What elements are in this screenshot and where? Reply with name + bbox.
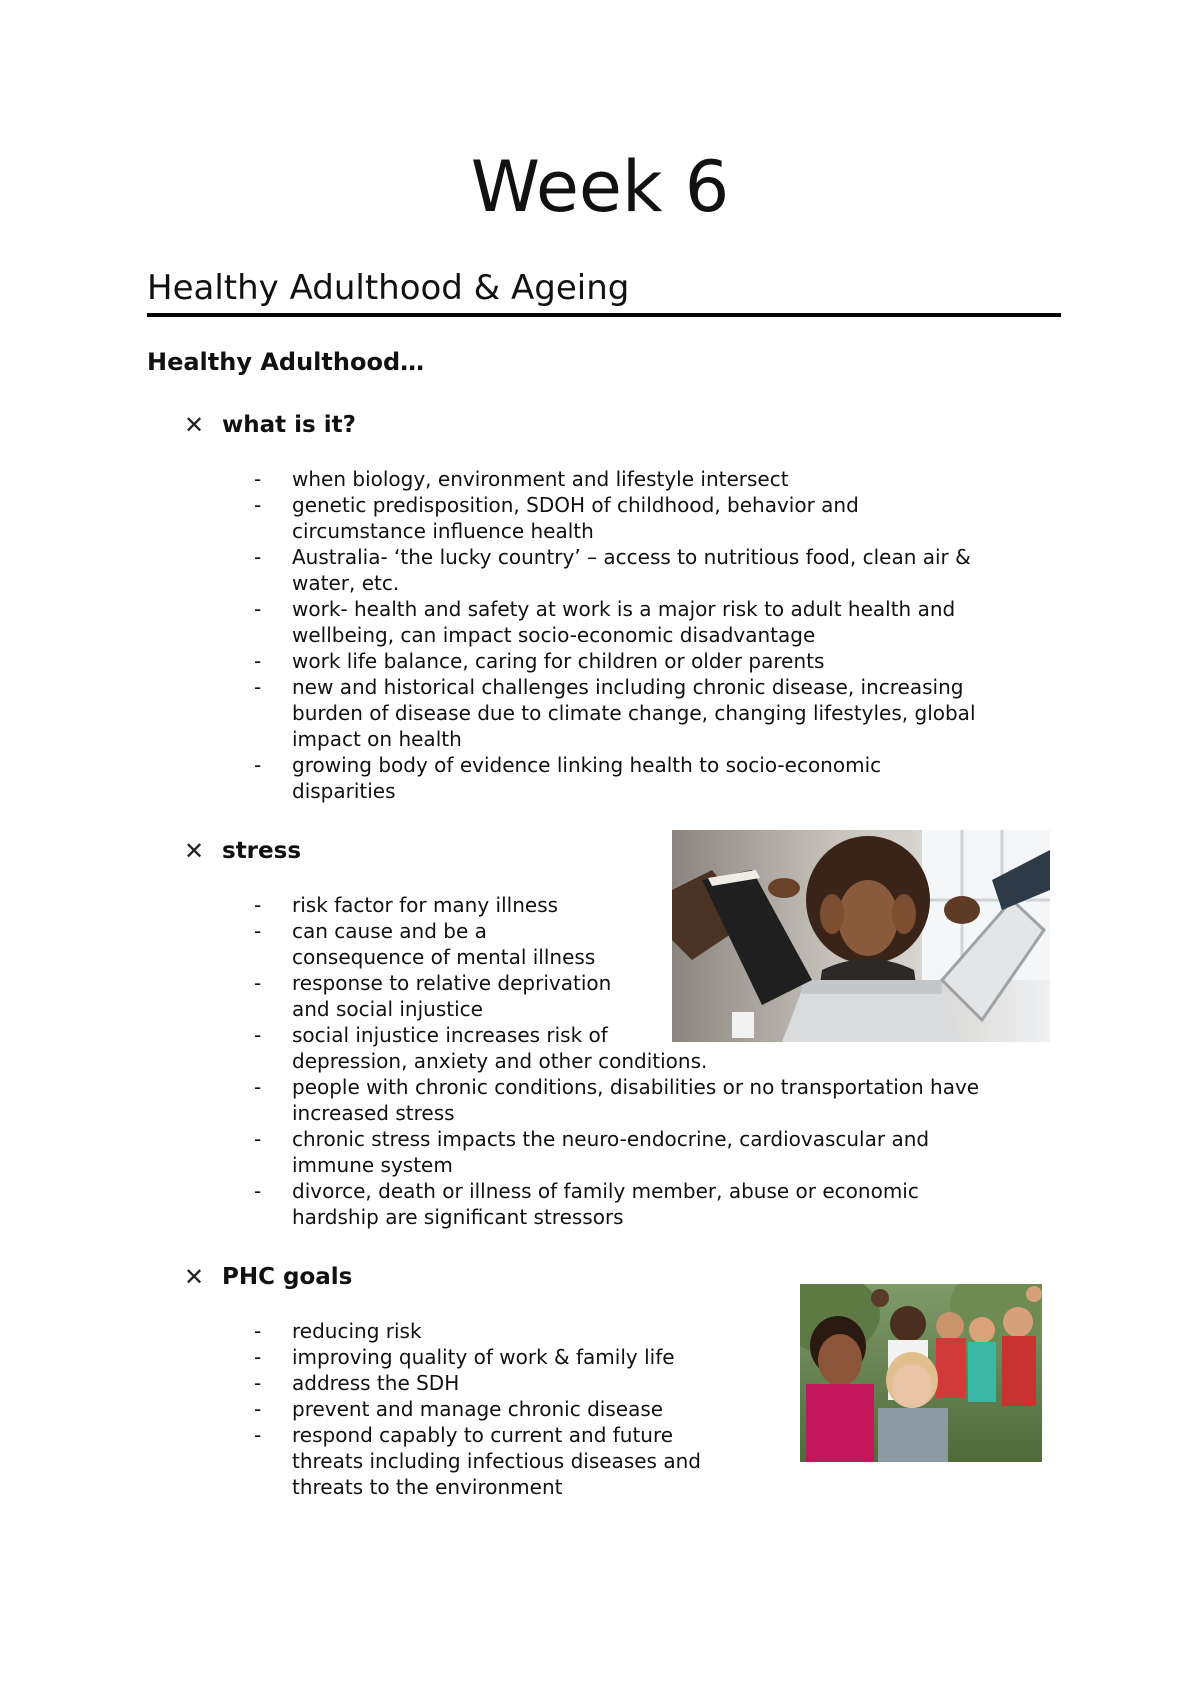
- list-item: [0, 466, 1052, 492]
- list-item: [0, 1178, 1072, 1230]
- list-item: [0, 544, 1052, 596]
- bullet-dash: -: [254, 1023, 262, 1047]
- list-item-text: growing body of evidence linking health to socio-economic: [292, 753, 882, 777]
- bullet-dash: -: [254, 467, 262, 491]
- list-item: [0, 492, 1052, 544]
- bullet-dash: -: [254, 1423, 262, 1447]
- list-item-text: circumstance influence health: [292, 519, 594, 543]
- subheading: Healthy Adulthood…: [147, 348, 425, 376]
- list-item-text: impact on health: [292, 727, 462, 751]
- list-item-text: new and historical challenges including chronic disease, increasing: [292, 675, 964, 699]
- list-item-text: immune system: [292, 1153, 453, 1177]
- list-item-text: increased stress: [292, 1101, 455, 1125]
- topic-label: stress: [222, 838, 302, 864]
- happy-group-photo: [800, 1284, 1042, 1462]
- list-item-text: depression, anxiety and other conditions.: [292, 1049, 708, 1073]
- topic-what-is-it: [184, 410, 356, 440]
- list-item: [0, 648, 1052, 674]
- bullet-dash: -: [254, 893, 262, 917]
- topic-label: what is it?: [222, 412, 356, 438]
- list-item-text: threats including infectious diseases and: [292, 1449, 701, 1473]
- bullet-dash: -: [254, 1075, 262, 1099]
- bullet-dash: -: [254, 1179, 262, 1203]
- list-item-text: prevent and manage chronic disease: [292, 1397, 664, 1421]
- bullet-dash: -: [254, 675, 262, 699]
- bullet-dash: -: [254, 1345, 262, 1369]
- list-item-text: work- health and safety at work is a major risk to adult health and: [292, 597, 956, 621]
- list-item-text: Australia- ‘the lucky country’ – access to nutritious food, clean air &: [292, 545, 971, 569]
- list-item-text: reducing risk: [292, 1319, 422, 1343]
- list-item-text: burden of disease due to climate change, changing lifestyles, global: [292, 701, 976, 725]
- bullet-list-what-is-it: [0, 466, 1052, 804]
- list-item-text: water, etc.: [292, 571, 400, 595]
- list-item-text: hardship are significant stressors: [292, 1205, 624, 1229]
- list-item-text: chronic stress impacts the neuro-endocrine, cardiovascular and: [292, 1127, 930, 1151]
- list-item-text: disparities: [292, 779, 396, 803]
- bullet-dash: -: [254, 919, 262, 943]
- stressed-woman-photo: [672, 830, 1050, 1042]
- cross-icon: ✕: [184, 837, 205, 865]
- list-item-text: can cause and be a: [292, 919, 487, 943]
- topic-label: PHC goals: [222, 1264, 353, 1290]
- bullet-dash: -: [254, 597, 262, 621]
- list-item: [0, 1126, 1072, 1178]
- list-item: [0, 674, 1052, 752]
- list-item-text: wellbeing, can impact socio-economic disadvantage: [292, 623, 816, 647]
- list-item-text: improving quality of work & family life: [292, 1345, 675, 1369]
- topic-phc-goals: [184, 1262, 352, 1292]
- cross-icon: ✕: [184, 411, 205, 439]
- bullet-dash: -: [254, 753, 262, 777]
- list-item: [0, 752, 1052, 804]
- bullet-dash: -: [254, 1371, 262, 1395]
- section-rule: [147, 313, 1061, 317]
- bullet-dash: -: [254, 493, 262, 517]
- list-item-text: risk factor for many illness: [292, 893, 559, 917]
- list-item-text: genetic predisposition, SDOH of childhood, behavior and: [292, 493, 859, 517]
- bullet-dash: -: [254, 545, 262, 569]
- list-item-text: response to relative deprivation: [292, 971, 612, 995]
- topic-stress: [184, 836, 301, 866]
- list-item-text: address the SDH: [292, 1371, 460, 1395]
- list-item-text: social injustice increases risk of: [292, 1023, 608, 1047]
- list-item-text: divorce, death or illness of family member, abuse or economic: [292, 1179, 919, 1203]
- list-item-text: consequence of mental illness: [292, 945, 596, 969]
- section-heading: Healthy Adulthood & Ageing: [147, 268, 630, 308]
- list-item-text: when biology, environment and lifestyle intersect: [292, 467, 789, 491]
- list-item-text: respond capably to current and future: [292, 1423, 674, 1447]
- cross-icon: ✕: [184, 1263, 205, 1291]
- document-title: Week 6: [470, 146, 730, 228]
- list-item: [0, 596, 1052, 648]
- bullet-dash: -: [254, 971, 262, 995]
- list-item-text: work life balance, caring for children or older parents: [292, 649, 825, 673]
- list-item-text: people with chronic conditions, disabilities or no transportation have: [292, 1075, 980, 1099]
- list-item: [0, 1074, 1072, 1126]
- list-item-text: and social injustice: [292, 997, 483, 1021]
- bullet-dash: -: [254, 1397, 262, 1421]
- bullet-dash: -: [254, 649, 262, 673]
- bullet-dash: -: [254, 1319, 262, 1343]
- list-item-text: threats to the environment: [292, 1475, 563, 1499]
- bullet-dash: -: [254, 1127, 262, 1151]
